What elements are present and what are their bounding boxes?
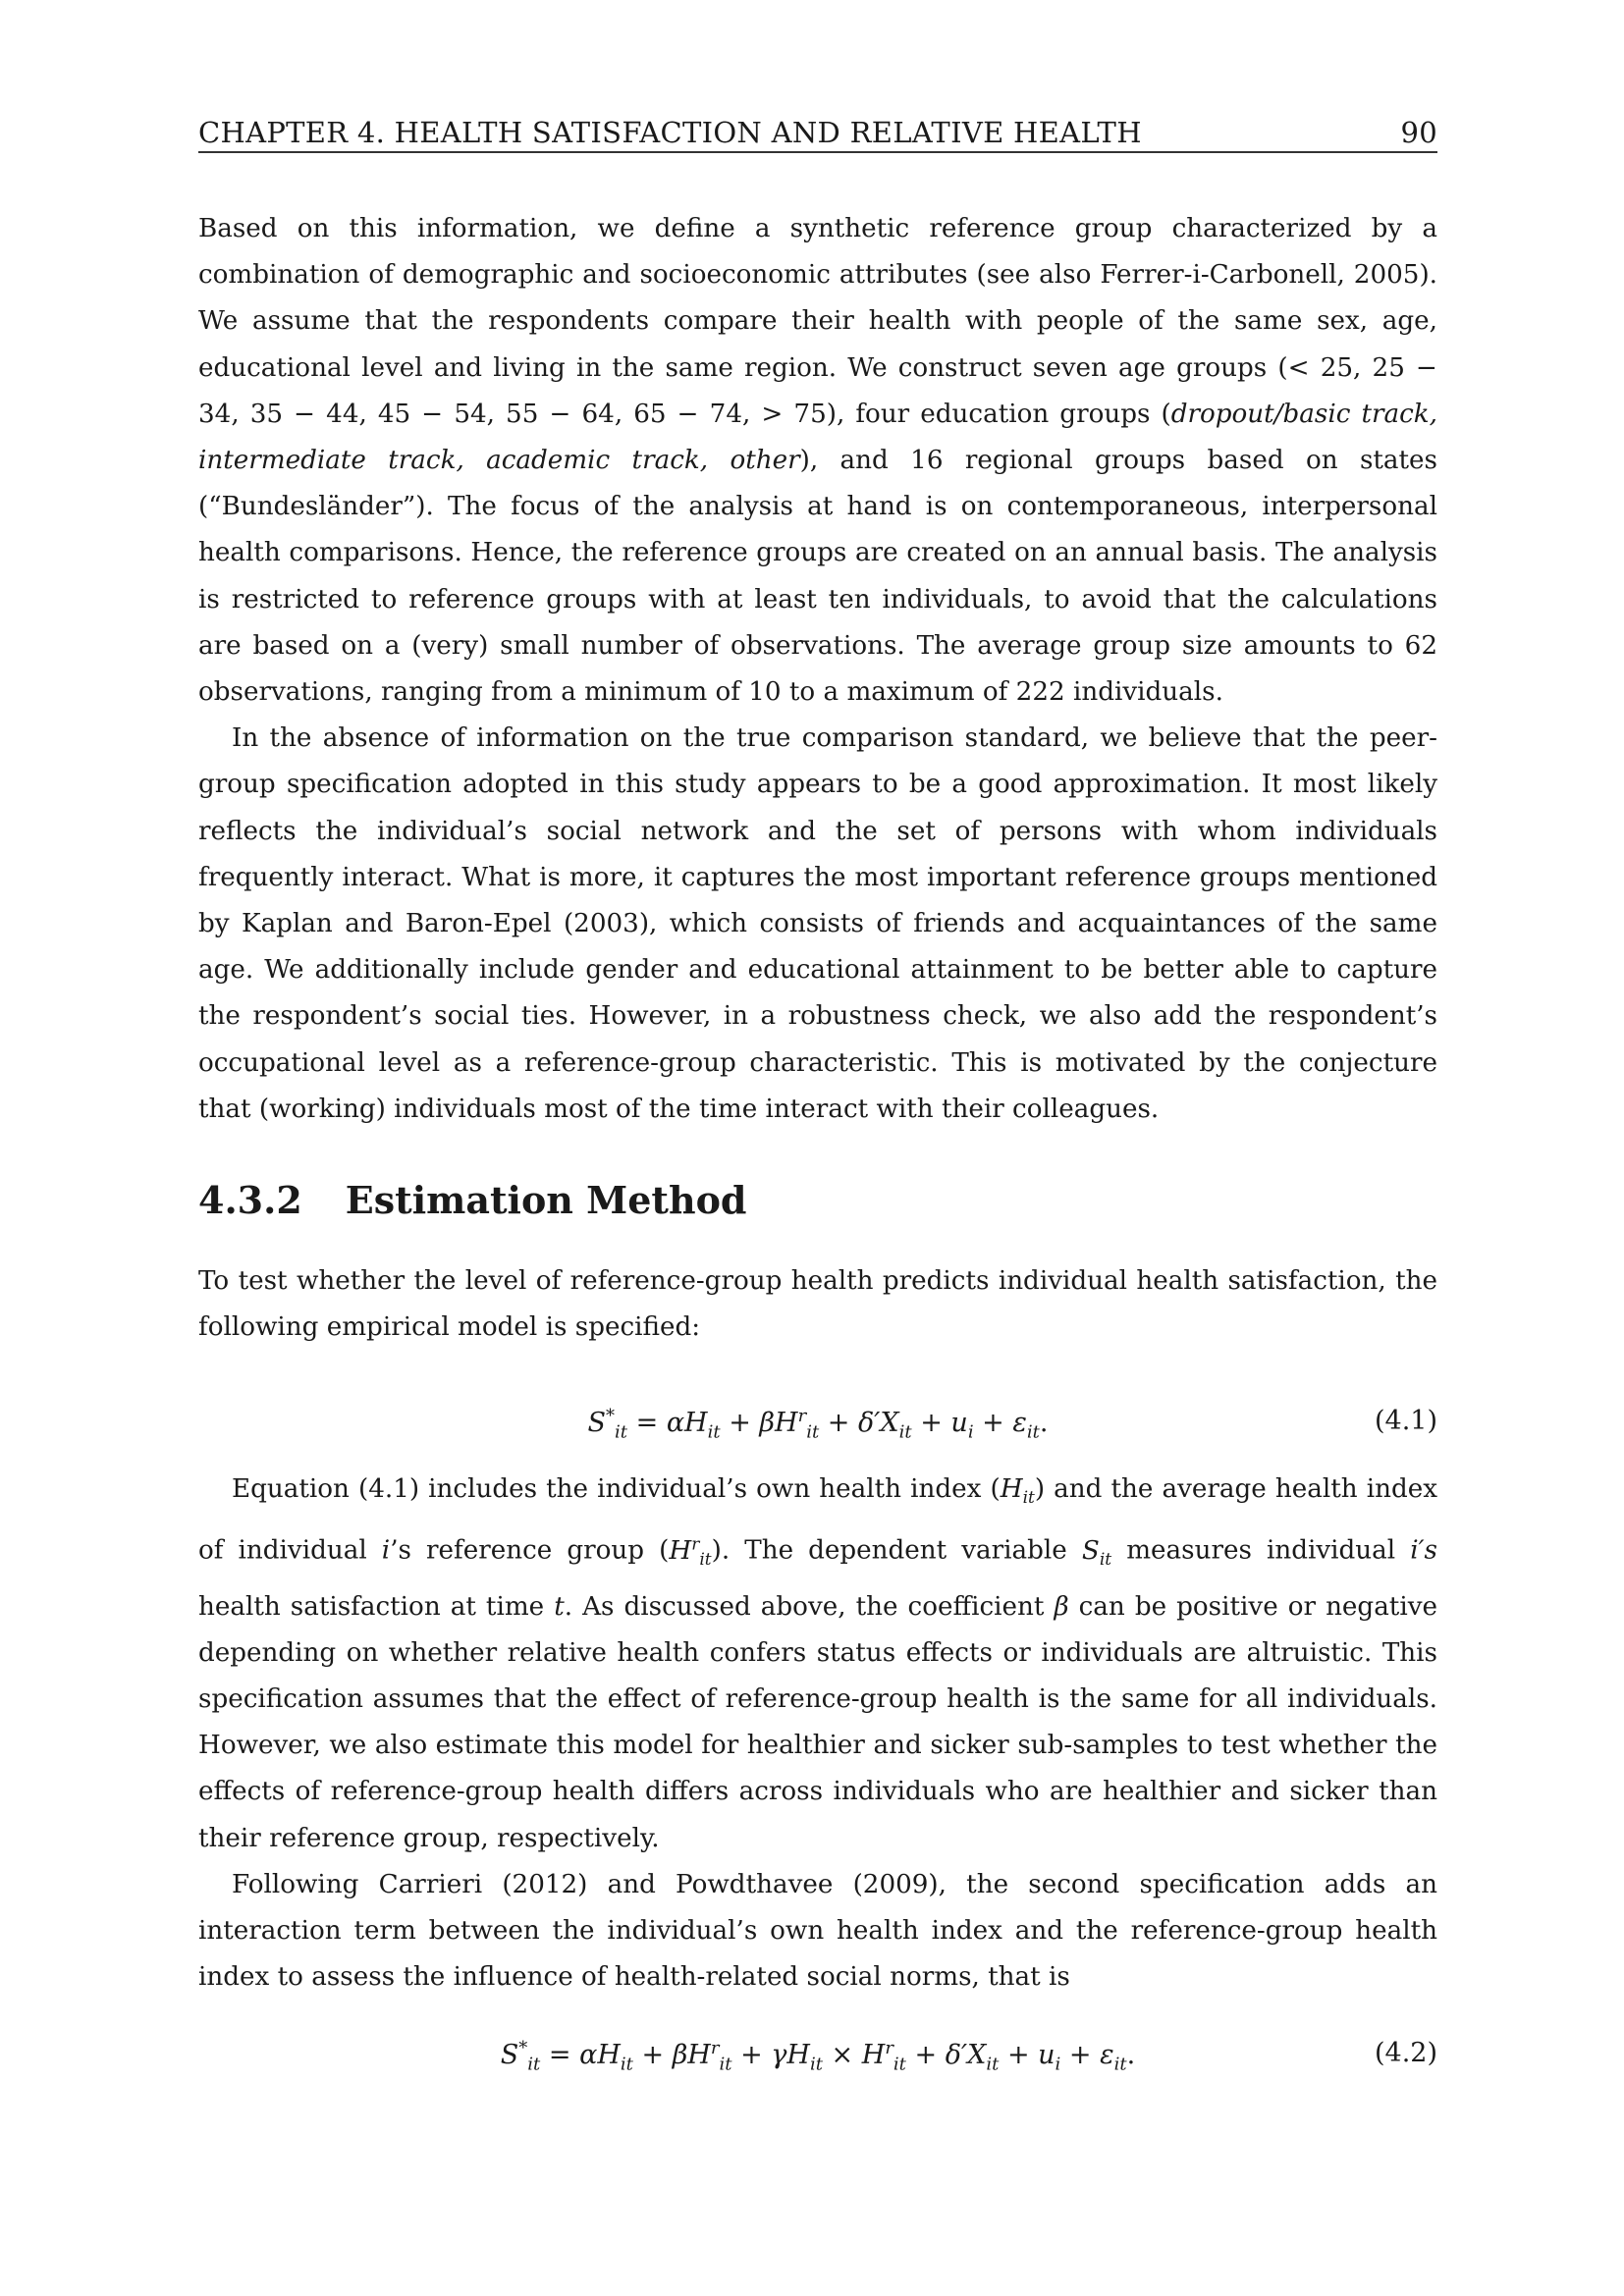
paragraph-interaction-term: Following Carrieri (2012) and Powdthavee (2009), the second specification adds an interaction term between the individual’s own health index and the reference-group health index to assess the influence of health-related social norms, that is (198, 1869, 1437, 1993)
paragraph-reference-group: Based on this information, we define a synthetic reference group characterized by a combination of demographic and socioeconomic attributes (see also Ferrer-i-Carbonell, 2005). We assume that the respondents compare their health with people of the same sex, age, educational level and living in the same region. We construct seven age groups (< 25, 25 − 34, 35 − 44, 45 − 54, 55 − 64, 65 − 74, > 75), four education groups (dropout/basic track, intermediate track, academic track, other), and 16 regional groups based on states (“Bundesländer”). The focus of the analysis at hand is on contemporaneous, interpersonal health comparisons. Hence, the reference groups are created on an annual basis. The analysis is restricted to reference groups with at least ten individuals, to avoid that the calculations are based on a (very) small number of observations. The average group size amounts to 62 observations, ranging from a minimum of 10 to a maximum of 222 individuals. (198, 214, 1437, 708)
equation-4-2 (198, 2038, 1437, 2087)
equation-4-2-body: $S^*_{it} = \alpha H_{it} + \beta H^r_{it} + \gamma H_{it} \times H^r_{it} + \delta'X_{it} + u_i + \varepsilon_{it}$. (500, 2038, 1136, 2075)
chapter-title: CHAPTER 4. HEALTH SATISFACTION AND RELATIVE HEALTH (198, 116, 1142, 149)
equation-4-1-body: $S^*_{it} = \alpha H_{it} + \beta H^r_{it} + \delta'X_{it} + u_i + \varepsilon_{it}$. (587, 1406, 1049, 1443)
equation-number: (4.2) (1374, 2038, 1437, 2068)
section-heading (198, 1178, 747, 1222)
running-header (198, 106, 1437, 153)
paragraph-peer-group: In the absence of information on the true comparison standard, we believe that the peer-group specification adopted in this study appears to be a good approximation. It most likely reflects the individual’s social network and the set of persons with whom individuals frequently interact. What is more, it captures the most important reference groups mentioned by Kaplan and Baron-Epel (2003), which consists of friends and acquaintances of the same age. We additionally include gender and educational attainment to be better able to capture the respondent’s social ties. However, in a robustness check, we also add the respondent’s occupational level as a reference-group characteristic. This is motivated by the conjecture that (working) individuals most of the time interact with their colleagues. (198, 723, 1437, 1124)
page-number: 90 (1400, 116, 1437, 149)
section-title: Estimation Method (345, 1178, 747, 1222)
equation-4-1 (198, 1406, 1437, 1455)
body-text-top (198, 206, 1437, 1133)
paragraph-equation-explanation: Equation (4.1) includes the individual’s own health index $(H_{it})$ and the average health index of individual i’s reference group $(H^r_{it})$. The dependent variable $S_{it}$ measures individual i′s health satisfaction at time t. As discussed above, the coefficient β can be positive or negative depending on whether relative health confers status effects or individuals are altruistic. This specification assumes that the effect of reference-group health is the same for all individuals. However, we also estimate this model for healthier and sicker sub-samples to test whether the effects of reference-group health differs across individuals who are healthier and sicker than their reference group, respectively. (198, 1474, 1438, 1853)
intro-paragraph: To test whether the level of reference-group health predicts individual health satisfaction, the following empirical model is specified: (198, 1266, 1437, 1343)
equation-number: (4.1) (1374, 1406, 1437, 1436)
section-number: 4.3.2 (198, 1178, 302, 1222)
body-text-middle (198, 1467, 1437, 2001)
